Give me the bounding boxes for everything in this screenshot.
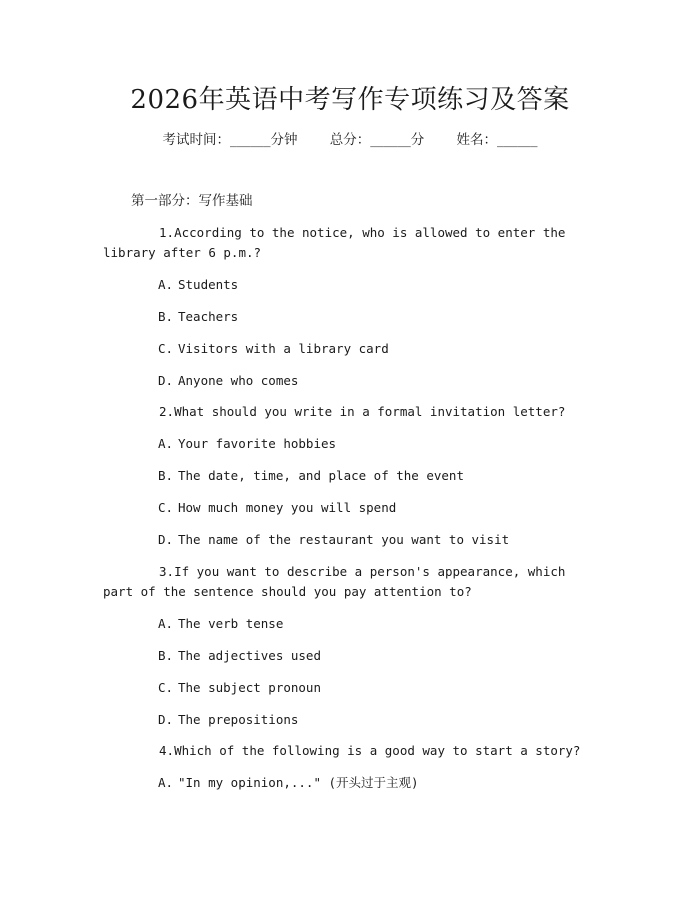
option-letter: A. [158,277,174,292]
option-text: The adjectives used [178,648,321,663]
option-letter: C. [158,680,174,695]
option-1c [158,339,389,359]
option-2c [158,498,396,518]
option-text: The name of the restaurant you want to visit [178,532,510,547]
option-1d [158,371,298,391]
option-text: The subject pronoun [178,680,321,695]
option-text: Visitors with a library card [178,341,389,356]
option-text: Anyone who comes [178,373,299,388]
option-text: "In my opinion,..." (开头过于主观) [178,775,419,790]
question-text: If you want to describe a person's appearance, which part of the sentence should you pay attention to? [103,564,566,599]
option-2b [158,466,464,486]
option-text: The date, time, and place of the event [178,468,464,483]
option-3d [158,710,298,730]
section-title: 第一部分：写作基础 [131,193,253,209]
question-number: 1. [159,225,175,240]
option-2a [158,434,336,454]
total-score-field: 总分：______分 [329,132,425,148]
question-2 [103,402,603,422]
option-1a [158,275,238,295]
question-3 [103,562,603,602]
option-text: Your favorite hobbies [178,436,337,451]
question-text: According to the notice, who is allowed to enter the library after 6 p.m.? [103,225,566,260]
document-title: 2026年英语中考写作专项练习及答案 [130,85,570,115]
question-4 [103,741,603,761]
option-letter: B. [158,309,174,324]
option-letter: B. [158,648,174,663]
question-text: Which of the following is a good way to start a story? [174,743,581,758]
option-letter: A. [158,616,174,631]
option-3c [158,678,321,698]
option-letter: D. [158,373,174,388]
student-name-field: 姓名：______ [456,132,538,148]
option-text: How much money you will spend [178,500,397,515]
option-text: The prepositions [178,712,299,727]
question-text: What should you write in a formal invitation letter? [174,404,566,419]
option-text: Students [178,277,239,292]
option-letter: B. [158,468,174,483]
option-text: The verb tense [178,616,284,631]
question-1 [103,223,603,263]
option-4a [158,773,419,793]
exam-time-field: 考试时间：______分钟 [162,132,298,148]
option-letter: A. [158,436,174,451]
exam-info [0,130,700,150]
option-1b [158,307,238,327]
option-letter: D. [158,532,174,547]
question-number: 2. [159,404,175,419]
option-3b [158,646,321,666]
option-2d [158,530,509,550]
option-text: Teachers [178,309,239,324]
option-letter: D. [158,712,174,727]
question-number: 3. [159,564,175,579]
option-letter: A. [158,775,174,790]
option-3a [158,614,283,634]
question-number: 4. [159,743,175,758]
option-letter: C. [158,341,174,356]
option-letter: C. [158,500,174,515]
